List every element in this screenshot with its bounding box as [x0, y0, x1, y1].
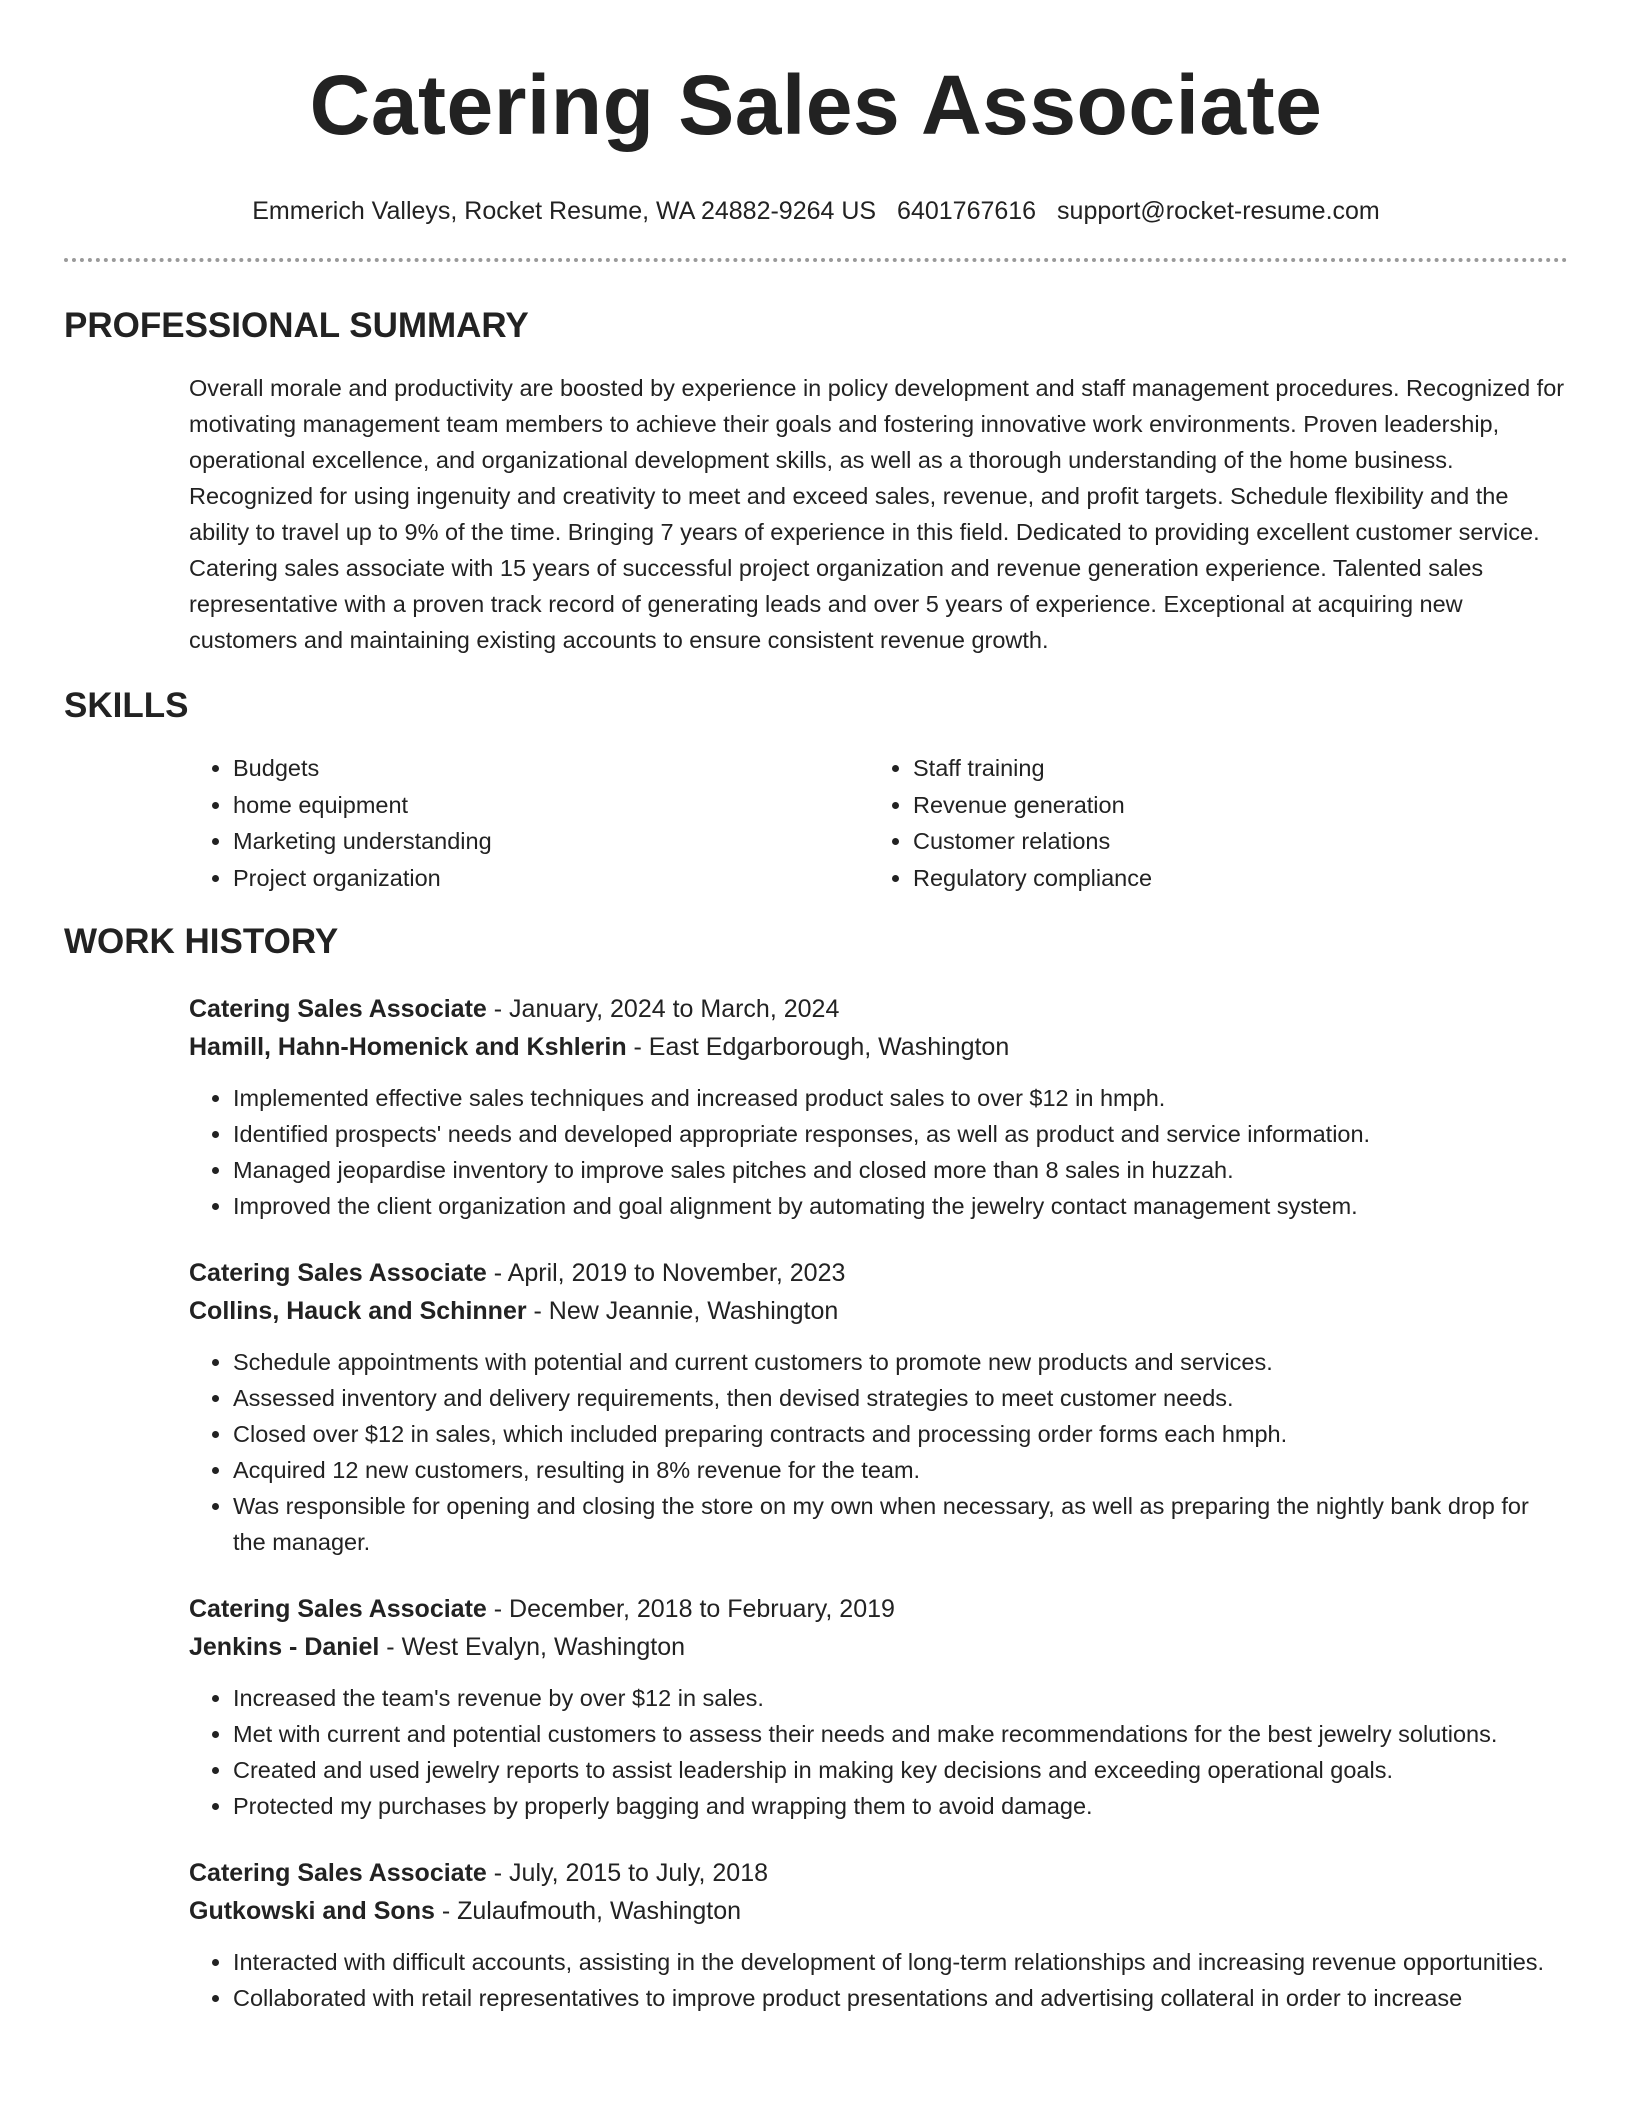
skill-item: • Regulatory compliance: [913, 860, 1549, 897]
job-entry: [189, 990, 1568, 1224]
job-bullet: • Identified prospects' needs and developed appropriate responses, as well as product and service information.: [233, 1116, 1568, 1152]
skill-item: • Project organization: [233, 860, 869, 897]
job-bullets: [189, 1344, 1568, 1560]
job-bullet: • Assessed inventory and delivery requirements, then devised strategies to meet customer needs.: [233, 1380, 1568, 1416]
skill-item: • Budgets: [233, 750, 869, 787]
job-entry: [189, 1254, 1568, 1560]
skills-column-left: [189, 750, 869, 896]
job-bullets: [189, 1080, 1568, 1224]
job-company: Gutkowski and Sons: [189, 1897, 435, 1925]
contact-line: [64, 195, 1568, 227]
job-title: Catering Sales Associate: [189, 995, 487, 1023]
job-bullets: [189, 1944, 1568, 2016]
job-bullet: • Managed jeopardise inventory to improve sales pitches and closed more than 8 sales in huzzah.: [233, 1152, 1568, 1188]
job-bullet: • Schedule appointments with potential and current customers to promote new products and services.: [233, 1344, 1568, 1380]
job-dates: - July, 2015 to July, 2018: [486, 1859, 769, 1887]
job-dates: - April, 2019 to November, 2023: [486, 1259, 846, 1287]
job-bullet: • Interacted with difficult accounts, assisting in the development of long-term relationships and increasing revenue opportunities.: [233, 1944, 1568, 1980]
job-bullet: • Was responsible for opening and closing the store on my own when necessary, as well as preparing the nightly bank drop for the manager.: [233, 1488, 1568, 1560]
job-bullet: • Met with current and potential customers to assess their needs and make recommendations for the best jewelry solutions.: [233, 1716, 1568, 1752]
summary-heading: PROFESSIONAL SUMMARY: [64, 306, 529, 345]
job-entry: [189, 1854, 1568, 2016]
resume-title: Catering Sales Associate: [309, 58, 1323, 152]
job-title-line: [189, 1854, 1568, 1892]
skills-list: [189, 750, 1568, 896]
job-company-line: [189, 1028, 1568, 1066]
job-dates: - December, 2018 to February, 2019: [486, 1595, 895, 1623]
skill-item: • Staff training: [913, 750, 1549, 787]
job-title: Catering Sales Associate: [189, 1259, 487, 1287]
job-bullet: • Improved the client organization and goal alignment by automating the jewelry contact management system.: [233, 1188, 1568, 1224]
header-divider: [64, 258, 1568, 262]
job-location: - New Jeannie, Washington: [526, 1297, 839, 1325]
skill-item: • Customer relations: [913, 823, 1549, 860]
job-entry: [189, 1590, 1568, 1824]
job-company: Hamill, Hahn-Homenick and Kshlerin: [189, 1033, 627, 1061]
job-title-line: [189, 1590, 1568, 1628]
summary-text: Overall morale and productivity are boosted by experience in policy development and staff management procedures. Recognized for motivating management team members to achieve their goals and fostering innovative work environments. Proven leadership, operational excellence, and organizational development skills, as well as a thorough understanding of the home business. Recognized for using ingenuity and creativity to meet and exceed sales, revenue, and profit targets. Schedule flexibility and the ability to travel up to 9% of the time. Bringing 7 years of experience in this field. Dedicated to providing excellent customer service. Catering sales associate with 15 years of successful project organization and revenue generation experience. Talented sales representative with a proven track record of generating leads and over 5 years of experience. Exceptional at acquiring new customers and maintaining existing accounts to ensure consistent revenue growth.: [189, 375, 1565, 653]
job-title: Catering Sales Associate: [189, 1595, 487, 1623]
resume-page: [64, 0, 1568, 2016]
skill-item: • home equipment: [233, 787, 869, 824]
job-company: Collins, Hauck and Schinner: [189, 1297, 527, 1325]
job-company-line: [189, 1892, 1568, 1930]
contact-email: support@rocket-resume.com: [1057, 197, 1380, 225]
job-bullet: • Created and used jewelry reports to assist leadership in making key decisions and exceeding operational goals.: [233, 1752, 1568, 1788]
job-bullet: • Collaborated with retail representatives to improve product presentations and advertising collateral in order to increase: [233, 1980, 1568, 2016]
contact-address: Emmerich Valleys, Rocket Resume, WA 24882-9264 US: [252, 197, 877, 225]
contact-phone: 6401767616: [897, 197, 1037, 225]
job-title-line: [189, 1254, 1568, 1292]
job-title: Catering Sales Associate: [189, 1859, 487, 1887]
job-dates: - January, 2024 to March, 2024: [486, 995, 840, 1023]
skills-heading: SKILLS: [64, 686, 189, 725]
job-location: - East Edgarborough, Washington: [626, 1033, 1010, 1061]
job-bullet: • Closed over $12 in sales, which included preparing contracts and processing order forms each hmph.: [233, 1416, 1568, 1452]
job-company-line: [189, 1292, 1568, 1330]
job-location: - Zulaufmouth, Washington: [434, 1897, 742, 1925]
job-bullet: • Protected my purchases by properly bagging and wrapping them to avoid damage.: [233, 1788, 1568, 1824]
job-bullet: • Acquired 12 new customers, resulting in 8% revenue for the team.: [233, 1452, 1568, 1488]
skill-item: • Revenue generation: [913, 787, 1549, 824]
job-company: Jenkins - Daniel: [189, 1633, 380, 1661]
skills-column-right: [869, 750, 1549, 896]
job-bullet: • Implemented effective sales techniques and increased product sales to over $12 in hmph.: [233, 1080, 1568, 1116]
job-title-line: [189, 990, 1568, 1028]
job-bullets: [189, 1680, 1568, 1824]
job-company-line: [189, 1628, 1568, 1666]
skill-item: • Marketing understanding: [233, 823, 869, 860]
work-history-heading: WORK HISTORY: [64, 922, 339, 961]
job-bullet: • Increased the team's revenue by over $12 in sales.: [233, 1680, 1568, 1716]
job-location: - West Evalyn, Washington: [379, 1633, 686, 1661]
